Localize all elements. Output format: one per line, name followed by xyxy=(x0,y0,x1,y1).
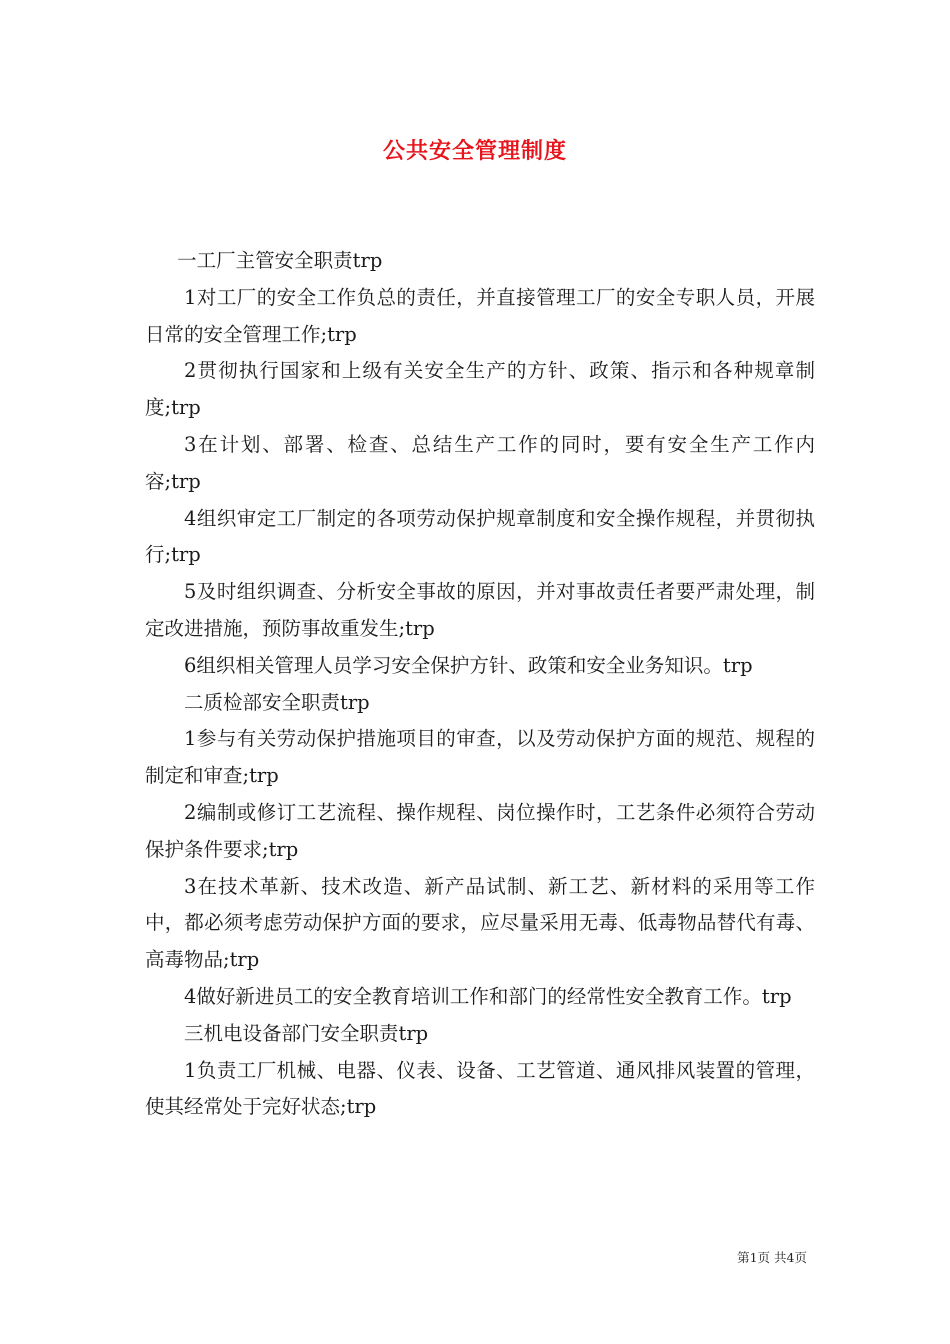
paragraph: 1对工厂的安全工作负总的责任，并直接管理工厂的安全专职人员，开展日常的安全管理工作;trp xyxy=(145,285,815,346)
paragraph: 1参与有关劳动保护措施项目的审查，以及劳动保护方面的规范、规程的制定和审查;trp xyxy=(145,727,815,788)
document-body xyxy=(145,243,815,1126)
paragraph: 3在计划、部署、检查、总结生产工作的同时，要有安全生产工作内容;trp xyxy=(145,432,815,493)
page-title: 公共安全管理制度 xyxy=(382,139,567,164)
paragraph: 1负责工厂机械、电器、仪表、设备、工艺管道、通风排风装置的管理，使其经常处于完好状态;trp xyxy=(145,1058,815,1119)
paragraph: 2贯彻执行国家和上级有关安全生产的方针、政策、指示和各种规章制度;trp xyxy=(145,359,815,420)
page-number: 第1页 共4页 xyxy=(737,1250,807,1265)
section-heading: 二质检部安全职责trp xyxy=(184,690,370,714)
section-heading: 三机电设备部门安全职责trp xyxy=(184,1021,429,1045)
paragraph: 2编制或修订工艺流程、操作规程、岗位操作时，工艺条件必须符合劳动保护条件要求;trp xyxy=(145,800,815,861)
paragraph: 4做好新进员工的安全教育培训工作和部门的经常性安全教育工作。trp xyxy=(184,984,792,1008)
paragraph: 3在技术革新、技术改造、新产品试制、新工艺、新材料的采用等工作中，都必须考虑劳动保护方面的要求，应尽量采用无毒、低毒物品替代有毒、高毒物品;trp xyxy=(145,874,815,972)
paragraph: 4组织审定工厂制定的各项劳动保护规章制度和安全操作规程，并贯彻执行;trp xyxy=(145,506,815,567)
paragraph: 6组织相关管理人员学习安全保护方针、政策和安全业务知识。trp xyxy=(184,653,753,677)
paragraph: 5及时组织调查、分析安全事故的原因，并对事故责任者要严肃处理，制定改进措施，预防事故重发生;trp xyxy=(145,580,815,640)
section-heading: 一工厂主管安全职责trp xyxy=(177,249,383,272)
